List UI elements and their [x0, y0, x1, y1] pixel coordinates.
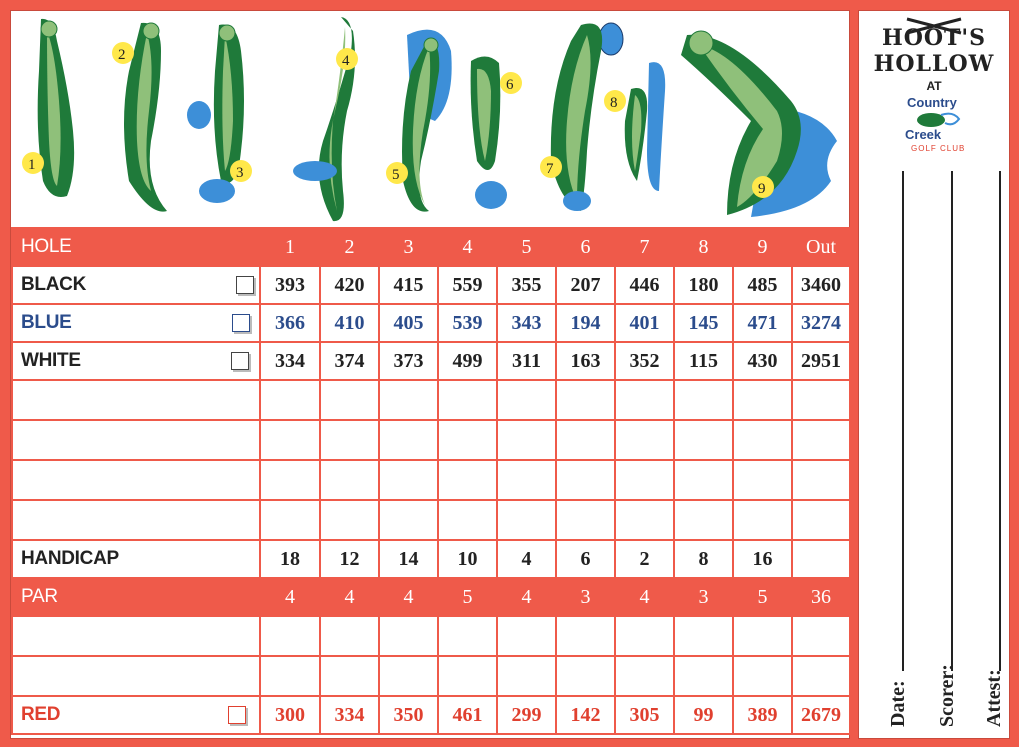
score-total-cell[interactable]: [792, 420, 850, 460]
score-cell[interactable]: [556, 616, 615, 656]
hole-5-map: [386, 30, 452, 212]
hole-number: 1: [260, 228, 320, 266]
tee-checkbox[interactable]: [236, 276, 254, 294]
svg-text:4: 4: [342, 53, 350, 69]
yardage-cell: 355: [497, 266, 556, 304]
out-total: 2679: [792, 696, 850, 734]
score-cell[interactable]: [260, 500, 320, 540]
par-out-total: 36: [792, 578, 850, 616]
hole-layouts: [11, 11, 849, 227]
par-cell: 4: [497, 578, 556, 616]
score-cell[interactable]: [615, 420, 674, 460]
handicap-cell: 16: [733, 540, 792, 578]
score-cell[interactable]: [733, 656, 792, 696]
yardage-cell: 163: [556, 342, 615, 380]
yardage-cell: 539: [438, 304, 497, 342]
hole-7-map: [540, 23, 623, 211]
yardage-cell: 485: [733, 266, 792, 304]
date-label: Date:: [887, 680, 909, 727]
handicap-cell: 12: [320, 540, 379, 578]
tee-label: [12, 696, 260, 734]
handicap-out-cell: [792, 540, 850, 578]
yardage-cell: 142: [556, 696, 615, 734]
score-cell[interactable]: [438, 420, 497, 460]
yardage-cell: 180: [674, 266, 733, 304]
scorecard: [10, 10, 850, 739]
score-total-cell[interactable]: [792, 616, 850, 656]
score-cell[interactable]: [674, 460, 733, 500]
par-row: [12, 578, 850, 616]
hole-row: [12, 228, 850, 266]
score-cell[interactable]: [615, 616, 674, 656]
hole-number: 6: [556, 228, 615, 266]
score-cell[interactable]: [320, 500, 379, 540]
score-cell[interactable]: [497, 420, 556, 460]
score-cell[interactable]: [320, 380, 379, 420]
yardage-cell: 300: [260, 696, 320, 734]
yardage-cell: 194: [556, 304, 615, 342]
score-cell[interactable]: [674, 420, 733, 460]
score-cell[interactable]: [556, 656, 615, 696]
attest-signature-line[interactable]: [999, 171, 1001, 671]
yardage-cell: 430: [733, 342, 792, 380]
score-cell[interactable]: [497, 460, 556, 500]
yardage-cell: 401: [615, 304, 674, 342]
score-cell[interactable]: [320, 420, 379, 460]
par-cell: 5: [733, 578, 792, 616]
par-label: PAR: [12, 578, 260, 616]
par-cell: 4: [379, 578, 438, 616]
tee-name: BLACK: [21, 274, 86, 295]
yardage-cell: 99: [674, 696, 733, 734]
tee-checkbox[interactable]: [228, 706, 246, 724]
svg-text:9: 9: [758, 181, 766, 197]
score-cell[interactable]: [320, 616, 379, 656]
tee-name: RED: [21, 704, 61, 725]
scorecard-table: [11, 227, 851, 735]
score-cell[interactable]: [615, 380, 674, 420]
score-cell[interactable]: [438, 500, 497, 540]
par-cell: 4: [320, 578, 379, 616]
out-total: 3274: [792, 304, 850, 342]
par-cell: 3: [674, 578, 733, 616]
tee-checkbox[interactable]: [231, 352, 249, 370]
hole-1-map: [22, 19, 74, 197]
handicap-cell: 6: [556, 540, 615, 578]
svg-text:5: 5: [392, 167, 400, 183]
par-cell: 4: [615, 578, 674, 616]
tee-row-blue: [12, 304, 850, 342]
yardage-cell: 461: [438, 696, 497, 734]
player-name-cell[interactable]: [12, 500, 260, 540]
date-signature-line[interactable]: [902, 171, 904, 671]
handicap-cell: 4: [497, 540, 556, 578]
yardage-cell: 115: [674, 342, 733, 380]
player-name-cell[interactable]: [12, 420, 260, 460]
hole-number: 9: [733, 228, 792, 266]
logo-at: AT: [926, 79, 942, 93]
score-cell[interactable]: [674, 656, 733, 696]
scorer-label: Scorer:: [936, 664, 958, 727]
svg-text:7: 7: [546, 161, 554, 177]
yardage-cell: 311: [497, 342, 556, 380]
hole-label: HOLE: [12, 228, 260, 266]
hole-number: 4: [438, 228, 497, 266]
score-cell[interactable]: [674, 500, 733, 540]
score-cell[interactable]: [320, 460, 379, 500]
svg-text:6: 6: [506, 77, 514, 93]
yardage-cell: 415: [379, 266, 438, 304]
player-name-cell[interactable]: [12, 616, 260, 656]
handicap-cell: 10: [438, 540, 497, 578]
sidebar-panel: [858, 10, 1010, 739]
player-name-cell[interactable]: [12, 380, 260, 420]
score-cell[interactable]: [379, 500, 438, 540]
yardage-cell: 145: [674, 304, 733, 342]
yardage-cell: 305: [615, 696, 674, 734]
score-cell[interactable]: [497, 380, 556, 420]
handicap-cell: 18: [260, 540, 320, 578]
tee-row-red: [12, 696, 850, 734]
tee-label: [12, 304, 260, 342]
par-cell: 4: [260, 578, 320, 616]
score-row: [12, 656, 850, 696]
score-cell[interactable]: [497, 616, 556, 656]
yardage-cell: 374: [320, 342, 379, 380]
score-cell[interactable]: [497, 500, 556, 540]
yardage-cell: 389: [733, 696, 792, 734]
yardage-cell: 334: [320, 696, 379, 734]
yardage-cell: 343: [497, 304, 556, 342]
score-total-cell[interactable]: [792, 656, 850, 696]
tee-label: [12, 266, 260, 304]
yardage-cell: 393: [260, 266, 320, 304]
score-cell[interactable]: [733, 380, 792, 420]
attest-label: Attest:: [983, 669, 1005, 727]
hole-2-map: [112, 23, 167, 212]
score-cell[interactable]: [260, 420, 320, 460]
player-name-cell[interactable]: [12, 656, 260, 696]
logo-line-1: HOOT'S: [881, 25, 987, 51]
hole-4-map: [293, 17, 358, 221]
score-cell[interactable]: [260, 616, 320, 656]
score-cell[interactable]: [379, 420, 438, 460]
score-cell[interactable]: [674, 380, 733, 420]
yardage-cell: 350: [379, 696, 438, 734]
score-cell[interactable]: [320, 656, 379, 696]
score-cell[interactable]: [733, 420, 792, 460]
yardage-cell: 334: [260, 342, 320, 380]
svg-text:2: 2: [118, 47, 126, 63]
club-name-line-2: Creek: [905, 127, 942, 142]
hole-9-map: [681, 31, 837, 217]
logo-line-2: HOLLOW: [873, 51, 995, 77]
score-row: [12, 380, 850, 420]
yardage-cell: 410: [320, 304, 379, 342]
hole-6-map: [471, 56, 522, 209]
yardage-cell: 446: [615, 266, 674, 304]
yardage-cell: 352: [615, 342, 674, 380]
scorer-signature-line[interactable]: [951, 171, 953, 671]
tee-row-black: [12, 266, 850, 304]
score-cell[interactable]: [438, 380, 497, 420]
player-name-cell[interactable]: [12, 460, 260, 500]
score-total-cell[interactable]: [792, 380, 850, 420]
score-row: [12, 420, 850, 460]
hole-number: 7: [615, 228, 674, 266]
handicap-row: [12, 540, 850, 578]
yardage-cell: 499: [438, 342, 497, 380]
club-name-line-1: Country: [907, 95, 957, 110]
yardage-cell: 366: [260, 304, 320, 342]
score-cell[interactable]: [260, 380, 320, 420]
out-total: 2951: [792, 342, 850, 380]
yardage-cell: 207: [556, 266, 615, 304]
tee-name: BLUE: [21, 312, 72, 333]
hole-8-map: [604, 62, 665, 191]
handicap-cell: 14: [379, 540, 438, 578]
score-cell[interactable]: [556, 500, 615, 540]
score-total-cell[interactable]: [792, 500, 850, 540]
yardage-cell: 299: [497, 696, 556, 734]
svg-text:8: 8: [610, 95, 618, 111]
tee-label: [12, 342, 260, 380]
out-total: 3460: [792, 266, 850, 304]
tee-name: WHITE: [21, 350, 81, 371]
handicap-label: HANDICAP: [12, 540, 260, 578]
score-cell[interactable]: [497, 656, 556, 696]
score-cell[interactable]: [556, 460, 615, 500]
score-cell[interactable]: [260, 460, 320, 500]
tee-row-white: [12, 342, 850, 380]
score-cell[interactable]: [733, 500, 792, 540]
yardage-cell: 559: [438, 266, 497, 304]
club-name-line-3: GOLF CLUB: [911, 144, 966, 153]
score-cell[interactable]: [556, 420, 615, 460]
score-cell[interactable]: [438, 656, 497, 696]
hole-number: 2: [320, 228, 379, 266]
score-row: [12, 460, 850, 500]
score-total-cell[interactable]: [792, 460, 850, 500]
score-cell[interactable]: [379, 616, 438, 656]
hole-3-map: [187, 25, 252, 203]
handicap-cell: 8: [674, 540, 733, 578]
score-cell[interactable]: [733, 460, 792, 500]
yardage-cell: 373: [379, 342, 438, 380]
score-cell[interactable]: [260, 656, 320, 696]
hole-number: 8: [674, 228, 733, 266]
score-cell[interactable]: [615, 656, 674, 696]
score-cell[interactable]: [379, 460, 438, 500]
par-cell: 3: [556, 578, 615, 616]
score-cell[interactable]: [615, 500, 674, 540]
score-row: [12, 500, 850, 540]
score-cell[interactable]: [674, 616, 733, 656]
par-cell: 5: [438, 578, 497, 616]
svg-text:1: 1: [28, 157, 36, 173]
yardage-cell: 471: [733, 304, 792, 342]
score-row: [12, 616, 850, 656]
svg-text:3: 3: [236, 165, 244, 181]
yardage-cell: 405: [379, 304, 438, 342]
score-cell[interactable]: [438, 460, 497, 500]
yardage-cell: 420: [320, 266, 379, 304]
score-cell[interactable]: [379, 656, 438, 696]
out-label: Out: [792, 228, 850, 266]
handicap-cell: 2: [615, 540, 674, 578]
hole-number: 5: [497, 228, 556, 266]
score-cell[interactable]: [556, 380, 615, 420]
score-cell[interactable]: [438, 616, 497, 656]
hole-number: 3: [379, 228, 438, 266]
score-cell[interactable]: [733, 616, 792, 656]
score-cell[interactable]: [379, 380, 438, 420]
score-cell[interactable]: [615, 460, 674, 500]
tee-checkbox[interactable]: [232, 314, 250, 332]
